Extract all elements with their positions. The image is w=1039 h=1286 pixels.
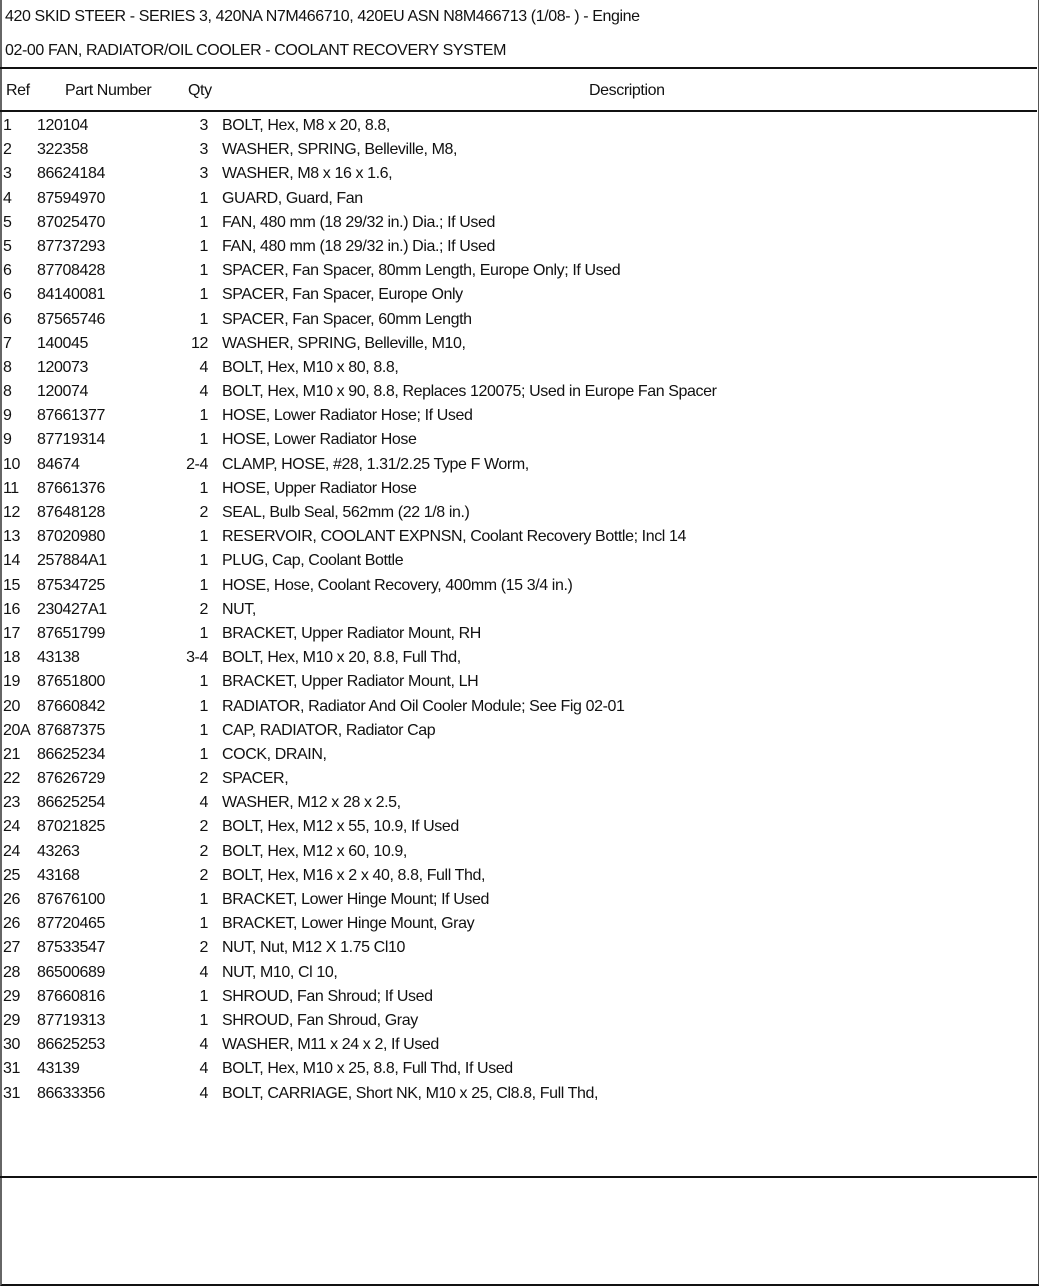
part-number-cell: 43138 [37,649,80,667]
qty-cell: 1 [199,745,208,763]
description-cell: BRACKET, Lower Hinge Mount, Gray [222,915,475,933]
description-cell: SPACER, Fan Spacer, Europe Only [222,286,463,304]
description-cell: SPACER, Fan Spacer, 60mm Length [222,310,472,328]
description-cell: CAP, RADIATOR, Radiator Cap [222,721,436,739]
part-number-cell: 87565746 [37,310,105,328]
table-row [0,963,1036,987]
part-number-cell: 87661377 [37,407,105,425]
part-number-cell: 120104 [37,117,88,134]
description-cell: WASHER, M8 x 16 x 1.6, [222,165,393,183]
table-row [0,285,1036,309]
description-cell: RADIATOR, Radiator And Oil Cooler Module; See Fig 02-01 [222,697,625,715]
qty-cell: 2 [199,866,208,884]
ref-cell: 20A [3,721,31,739]
qty-cell: 1 [199,891,208,908]
part-number-cell: 84674 [37,455,80,473]
part-number-cell: 86500689 [37,963,105,981]
description-cell: HOSE, Lower Radiator Hose; If Used [222,407,473,425]
ref-cell: 2 [3,141,12,159]
qty-cell: 2 [199,939,208,957]
description-cell: CLAMP, HOSE, #28, 1.31/2.25 Type F Worm, [222,455,529,473]
qty-cell: 3 [199,117,208,134]
ref-cell: 7 [3,334,12,352]
description-cell: RESERVOIR, COOLANT EXPNSN, Coolant Recovery Bottle; Incl 14 [222,528,686,546]
qty-cell: 4 [199,358,208,376]
ref-cell: 29 [3,987,20,1005]
description-cell: SEAL, Bulb Seal, 562mm (22 1/8 in.) [222,504,470,521]
qty-cell: 1 [199,528,208,546]
part-number-cell: 87708428 [37,262,105,280]
qty-cell: 2 [199,504,208,521]
table-row [0,1011,1036,1035]
qty-cell: 2 [199,842,208,860]
divider [0,1176,1037,1178]
description-cell: SPACER, [222,770,289,788]
column-header-ref: Ref [6,82,30,99]
qty-cell: 1 [199,310,208,328]
qty-cell: 1 [199,624,208,642]
qty-cell: 2-4 [186,455,208,473]
qty-cell: 4 [199,963,208,981]
table-row [0,310,1036,334]
ref-cell: 9 [3,407,12,425]
qty-cell: 1 [199,697,208,715]
qty-cell: 1 [199,915,208,933]
table-row [0,1084,1036,1108]
ref-cell: 24 [3,818,20,836]
ref-cell: 5 [3,237,12,255]
section-title: 02-00 FAN, RADIATOR/OIL COOLER - COOLANT RECOVERY SYSTEM [5,42,506,59]
description-cell: NUT, M10, Cl 10, [222,963,338,981]
table-row [0,793,1036,817]
table-row [0,697,1036,721]
table-row [0,358,1036,382]
ref-cell: 29 [3,1011,20,1029]
ref-cell: 25 [3,866,20,884]
divider [0,110,1037,112]
ref-cell: 9 [3,431,12,449]
part-number-cell: 43263 [37,842,80,860]
description-cell: FAN, 480 mm (18 29/32 in.) Dia.; If Used [222,213,496,231]
part-number-cell: 87661376 [37,479,105,497]
ref-cell: 21 [3,745,20,763]
ref-cell: 6 [3,310,12,328]
ref-cell: 6 [3,286,12,304]
description-cell: WASHER, SPRING, Belleville, M8, [222,141,458,159]
ref-cell: 14 [3,552,20,570]
table-row [0,551,1036,575]
description-cell: NUT, [222,600,256,618]
table-row [0,1059,1036,1083]
ref-cell: 6 [3,262,12,280]
table-row [0,745,1036,769]
ref-cell: 22 [3,770,20,788]
description-cell: BRACKET, Lower Hinge Mount; If Used [222,891,490,908]
qty-cell: 1 [199,1011,208,1029]
ref-cell: 12 [3,504,20,521]
table-row [0,382,1036,406]
qty-cell: 3 [199,165,208,183]
qty-cell: 1 [199,552,208,570]
qty-cell: 1 [199,189,208,207]
table-row [0,334,1036,358]
qty-cell: 1 [199,479,208,497]
table-row [0,164,1036,188]
part-number-cell: 87719313 [37,1011,105,1029]
part-number-cell: 120074 [37,383,88,401]
document-title: 420 SKID STEER - SERIES 3, 420NA N7M466710, 420EU ASN N8M466713 (1/08- ) - Engine [5,8,640,25]
table-row [0,479,1036,503]
table-row [0,576,1036,600]
qty-cell: 1 [199,407,208,425]
ref-cell: 31 [3,1084,20,1102]
ref-cell: 24 [3,842,20,860]
part-number-cell: 322358 [37,141,88,159]
part-number-cell: 87719314 [37,431,105,449]
ref-cell: 4 [3,189,12,207]
ref-cell: 15 [3,576,20,594]
table-row [0,624,1036,648]
description-cell: BOLT, Hex, M16 x 2 x 40, 8.8, Full Thd, [222,866,486,884]
part-number-cell: 87020980 [37,528,105,546]
part-number-cell: 87594970 [37,189,105,207]
column-header-part-number: Part Number [65,82,152,99]
part-number-cell: 87533547 [37,939,105,957]
part-number-cell: 87651800 [37,673,105,691]
part-number-cell: 87648128 [37,504,105,521]
qty-cell: 2 [199,600,208,618]
ref-cell: 10 [3,455,20,473]
column-header-qty: Qty [188,82,212,99]
table-row [0,237,1036,261]
qty-cell: 4 [199,1036,208,1054]
description-cell: BOLT, Hex, M10 x 25, 8.8, Full Thd, If Used [222,1060,513,1078]
ref-cell: 8 [3,383,12,401]
part-number-cell: 87687375 [37,721,105,739]
description-cell: HOSE, Hose, Coolant Recovery, 400mm (15 3/4 in.) [222,576,573,594]
ref-cell: 13 [3,528,20,546]
table-row [0,116,1036,140]
description-cell: FAN, 480 mm (18 29/32 in.) Dia.; If Used [222,237,496,255]
description-cell: BOLT, Hex, M10 x 90, 8.8, Replaces 120075; Used in Europe Fan Spacer [222,383,717,401]
table-row [0,261,1036,285]
qty-cell: 1 [199,721,208,739]
ref-cell: 27 [3,939,20,957]
part-number-cell: 87720465 [37,915,105,933]
qty-cell: 1 [199,987,208,1005]
description-cell: SPACER, Fan Spacer, 80mm Length, Europe Only; If Used [222,262,621,280]
description-cell: PLUG, Cap, Coolant Bottle [222,552,404,570]
description-cell: BOLT, Hex, M10 x 20, 8.8, Full Thd, [222,649,461,667]
part-number-cell: 140045 [37,334,88,352]
qty-cell: 2 [199,770,208,788]
ref-cell: 26 [3,915,20,933]
qty-cell: 1 [199,431,208,449]
description-cell: WASHER, M11 x 24 x 2, If Used [222,1036,439,1054]
description-cell: NUT, Nut, M12 X 1.75 Cl10 [222,939,405,957]
divider [0,67,1037,69]
qty-cell: 1 [199,213,208,231]
ref-cell: 18 [3,649,20,667]
description-cell: HOSE, Upper Radiator Hose [222,479,417,497]
qty-cell: 4 [199,1084,208,1102]
part-number-cell: 87651799 [37,624,105,642]
table-row [0,914,1036,938]
table-row [0,140,1036,164]
table-row [0,648,1036,672]
part-number-cell: 87660816 [37,987,105,1005]
table-row [0,721,1036,745]
part-number-cell: 43139 [37,1060,80,1078]
qty-cell: 3-4 [186,649,208,667]
parts-table-body [0,116,1036,1108]
table-row [0,503,1036,527]
table-row [0,527,1036,551]
description-cell: BRACKET, Upper Radiator Mount, LH [222,673,479,691]
part-number-cell: 87626729 [37,770,105,788]
description-cell: WASHER, M12 x 28 x 2.5, [222,794,401,812]
qty-cell: 12 [191,334,208,352]
table-row [0,455,1036,479]
part-number-cell: 87676100 [37,891,105,908]
part-number-cell: 84140081 [37,286,105,304]
description-cell: BOLT, Hex, M12 x 60, 10.9, [222,842,407,860]
part-number-cell: 87737293 [37,237,105,255]
part-number-cell: 87534725 [37,576,105,594]
part-number-cell: 87025470 [37,213,105,231]
qty-cell: 1 [199,673,208,691]
qty-cell: 1 [199,286,208,304]
ref-cell: 28 [3,963,20,981]
table-row [0,987,1036,1011]
ref-cell: 30 [3,1036,20,1054]
part-number-cell: 87021825 [37,818,105,836]
qty-cell: 1 [199,262,208,280]
part-number-cell: 87660842 [37,697,105,715]
table-row [0,1035,1036,1059]
part-number-cell: 257884A1 [37,552,107,570]
description-cell: BOLT, Hex, M12 x 55, 10.9, If Used [222,818,459,836]
column-header-description: Description [589,82,665,99]
table-row [0,866,1036,890]
qty-cell: 1 [199,576,208,594]
part-number-cell: 86625234 [37,745,105,763]
ref-cell: 8 [3,358,12,376]
table-row [0,406,1036,430]
table-row [0,672,1036,696]
ref-cell: 17 [3,624,20,642]
qty-cell: 1 [199,237,208,255]
description-cell: BRACKET, Upper Radiator Mount, RH [222,624,481,642]
table-row [0,842,1036,866]
ref-cell: 5 [3,213,12,231]
ref-cell: 11 [3,479,19,497]
description-cell: COCK, DRAIN, [222,745,327,763]
ref-cell: 23 [3,794,20,812]
description-cell: BOLT, CARRIAGE, Short NK, M10 x 25, Cl8.8, Full Thd, [222,1084,599,1102]
table-row [0,938,1036,962]
description-cell: SHROUD, Fan Shroud; If Used [222,987,433,1005]
table-row [0,600,1036,624]
description-cell: HOSE, Lower Radiator Hose [222,431,417,449]
part-number-cell: 86633356 [37,1084,105,1102]
ref-cell: 1 [3,117,12,134]
ref-cell: 20 [3,697,20,715]
part-number-cell: 230427A1 [37,600,107,618]
description-cell: WASHER, SPRING, Belleville, M10, [222,334,466,352]
qty-cell: 2 [199,818,208,836]
table-row [0,189,1036,213]
part-number-cell: 43168 [37,866,80,884]
table-row [0,769,1036,793]
ref-cell: 3 [3,165,12,183]
qty-cell: 3 [199,141,208,159]
table-row [0,890,1036,914]
description-cell: GUARD, Guard, Fan [222,189,363,207]
qty-cell: 4 [199,383,208,401]
description-cell: BOLT, Hex, M10 x 80, 8.8, [222,358,399,376]
ref-cell: 16 [3,600,20,618]
description-cell: BOLT, Hex, M8 x 20, 8.8, [222,117,390,134]
part-number-cell: 120073 [37,358,88,376]
part-number-cell: 86624184 [37,165,105,183]
ref-cell: 31 [3,1060,20,1078]
qty-cell: 4 [199,794,208,812]
description-cell: SHROUD, Fan Shroud, Gray [222,1011,418,1029]
part-number-cell: 86625253 [37,1036,105,1054]
part-number-cell: 86625254 [37,794,105,812]
ref-cell: 19 [3,673,20,691]
ref-cell: 26 [3,891,20,908]
qty-cell: 4 [199,1060,208,1078]
table-row [0,817,1036,841]
table-row [0,430,1036,454]
table-row [0,213,1036,237]
